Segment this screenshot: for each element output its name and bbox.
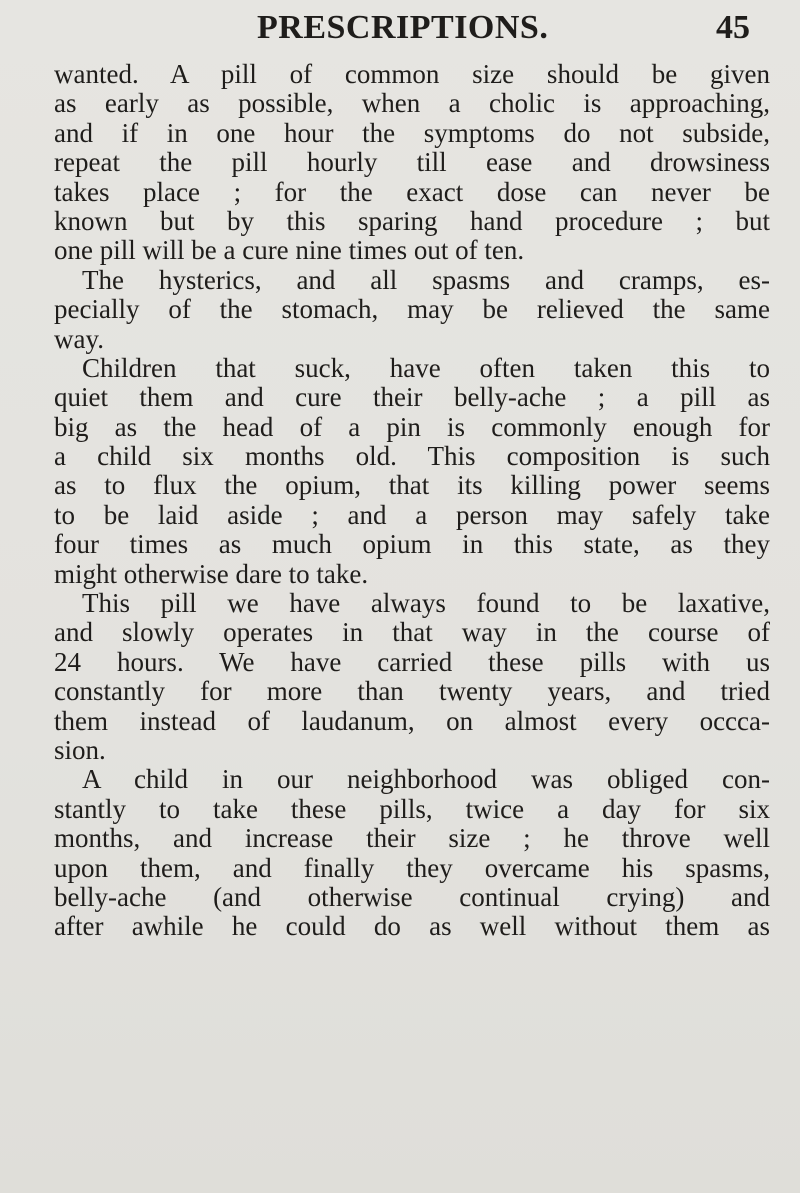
text-line: and if in one hour the symptoms do not subside,: [54, 117, 770, 148]
running-head: [0, 2, 800, 50]
text-line: four times as much opium in this state, as they: [54, 529, 770, 560]
text-line: one pill will be a cure nine times out of ten.: [54, 235, 525, 266]
text-line: them instead of laudanum, on almost every occca-: [54, 705, 770, 736]
text-line: stantly to take these pills, twice a day for six: [54, 793, 770, 824]
text-line: sion.: [54, 734, 106, 765]
paragraph-start-line: A child in our neighborhood was obliged con-: [82, 764, 770, 795]
text-line: to be laid aside ; and a person may safely take: [54, 499, 770, 530]
text-line: might otherwise dare to take.: [54, 558, 369, 589]
text-line: as early as possible, when a cholic is approaching,: [54, 88, 770, 119]
text-line: upon them, and finally they overcame his spasms,: [54, 852, 770, 883]
text-line: constantly for more than twenty years, and tried: [54, 676, 770, 707]
text-line: quiet them and cure their belly-ache ; a pill as: [54, 382, 770, 413]
text-line: after awhile he could do as well without them as: [54, 911, 770, 942]
page-number: 45: [716, 9, 750, 46]
text-line: belly-ache (and otherwise continual crying) and: [54, 881, 770, 912]
text-line: repeat the pill hourly till ease and drowsiness: [54, 147, 770, 178]
text-line: pecially of the stomach, may be relieved the same: [54, 294, 770, 325]
text-line: way.: [54, 323, 104, 354]
text-line: a child six months old. This composition is such: [54, 441, 770, 472]
paragraph-start-line: This pill we have always found to be laxative,: [82, 588, 770, 619]
text-line: wanted. A pill of common size should be given: [54, 59, 770, 89]
text-line: 24 hours. We have carried these pills with us: [54, 646, 770, 677]
text-line: as to flux the opium, that its killing power seems: [54, 470, 770, 501]
running-title: PRESCRIPTIONS.: [257, 9, 549, 46]
text-line: big as the head of a pin is commonly enough for: [54, 411, 770, 442]
text-line: takes place ; for the exact dose can never be: [54, 176, 770, 207]
body-text: [54, 60, 770, 942]
text-line: months, and increase their size ; he throve well: [54, 823, 770, 854]
paragraph-start-line: The hysterics, and all spasms and cramps, es-: [82, 264, 770, 295]
text-line: known but by this sparing hand procedure ; but: [54, 205, 770, 236]
text-line: and slowly operates in that way in the course of: [54, 617, 770, 648]
paragraph-start-line: Children that suck, have often taken this to: [82, 352, 770, 383]
